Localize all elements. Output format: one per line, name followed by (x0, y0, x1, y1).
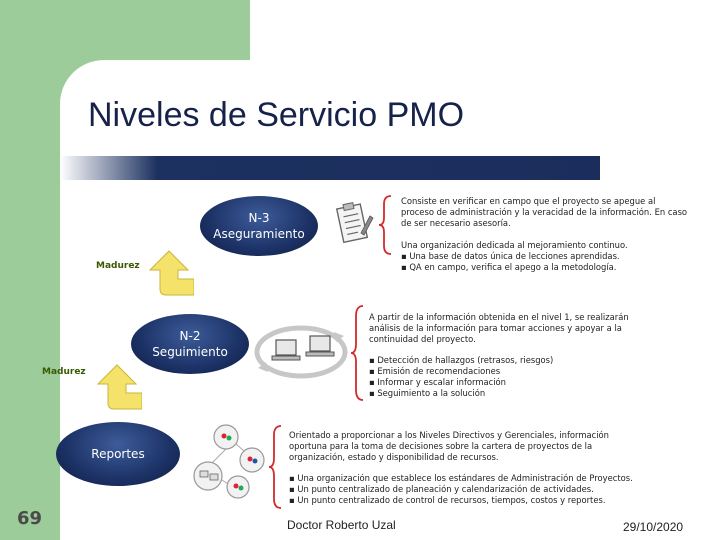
bent-arrow-up-icon (92, 360, 142, 414)
level-n2-description: A partir de la información obtenida en el nivel 1, se realizarán análisis de la información para tomar acciones y apoyar a la continuidad del proyecto. (369, 312, 629, 344)
list-item: ▪ Un punto centralizado de control de recursos, tiempos, costos y reportes. (289, 495, 606, 505)
network-nodes-icon (192, 424, 266, 500)
list-item: ▪ Una organización que establece los estándares de Administración de Proyectos. (289, 473, 633, 483)
checklist-icon (330, 200, 376, 246)
computer-cycle-icon (254, 322, 348, 380)
brace-reportes (268, 424, 284, 510)
list-item: ▪ Emisión de recomendaciones (369, 366, 501, 376)
level-n2-name: Seguimiento (152, 345, 228, 359)
brace-n2 (350, 304, 366, 402)
list-item: ▪ Un punto centralizado de planeación y calendarización de actividades. (289, 484, 594, 494)
list-item: ▪ Seguimiento a la solución (369, 388, 486, 398)
level-reportes-circle (56, 422, 180, 486)
slide-title: Niveles de Servicio PMO (88, 96, 465, 134)
level-reportes-name: Reportes (91, 447, 145, 461)
maturity-label: Madurez (96, 261, 140, 271)
level-reportes-bullets (289, 473, 669, 506)
list-item: Una organización dedicada al mejoramiento continuo. (401, 240, 628, 250)
level-n2-bullets (369, 355, 649, 399)
level-n2-circle (131, 314, 249, 374)
level-n3-code: N-3 (248, 211, 270, 225)
level-reportes-description: Orientado a proporcionar a los Niveles Directivos y Gerenciales, información oportuna para la toma de decisiones sobre la cartera de proyectos de la organización, estado y disponibilidad de recursos. (289, 430, 609, 462)
list-item: ▪ Detección de hallazgos (retrasos, riesgos) (369, 355, 554, 365)
maturity-label: Madurez (42, 367, 86, 377)
list-item: ▪ Una base de datos única de lecciones aprendidas. (401, 251, 620, 261)
list-item: ▪ Informar y escalar información (369, 377, 506, 387)
title-underline-bar (60, 156, 600, 180)
level-n3-circle (200, 196, 318, 256)
page-number: 69 (17, 508, 43, 529)
author-name: Doctor Roberto Uzal (287, 518, 396, 532)
list-item: ▪ QA en campo, verifica el apego a la metodología. (401, 262, 617, 272)
bent-arrow-up-icon (144, 246, 194, 300)
level-n3-bullets (401, 240, 691, 273)
slide-date: 29/10/2020 (623, 520, 684, 534)
level-n3-name: Aseguramiento (213, 227, 305, 241)
brace-n3 (378, 194, 394, 256)
level-n3-description: Consiste en verificar en campo que el proyecto se apegue al proceso de administración y la veracidad de la información. En caso de ser necesario asesoría. (401, 196, 688, 228)
level-n2-code: N-2 (179, 329, 201, 343)
